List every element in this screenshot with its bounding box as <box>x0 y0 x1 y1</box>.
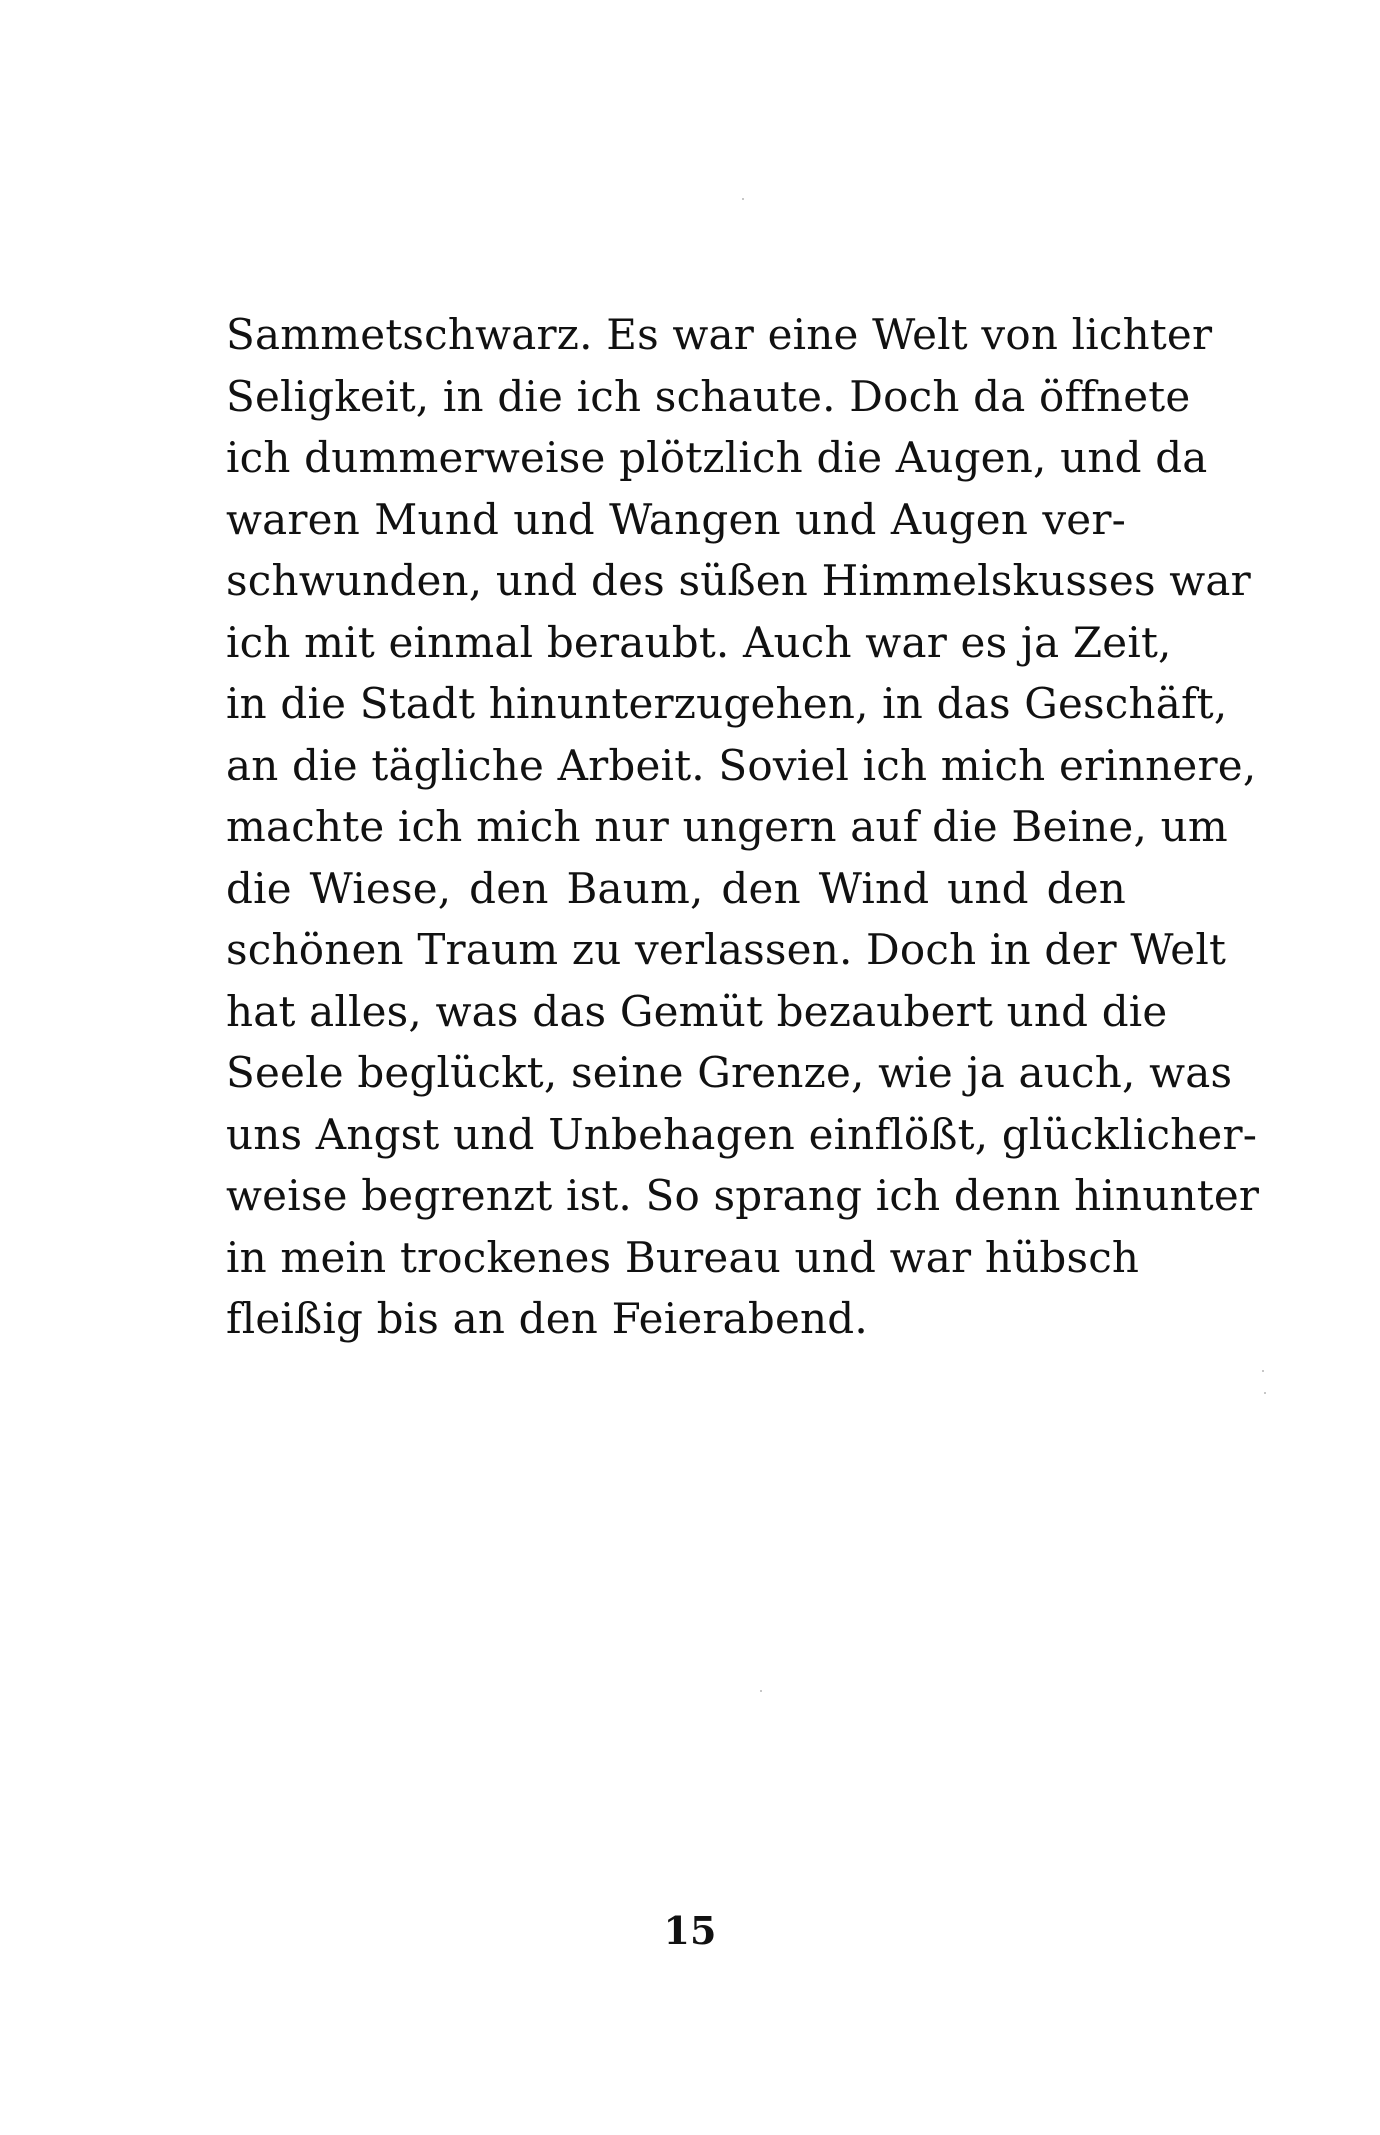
paper-speck <box>1264 1392 1266 1394</box>
text-line: die Wiese, den Baum, den Wind und den <box>226 863 1126 913</box>
text-line: Sammetschwarz. Es war eine Welt von lichter <box>226 310 1213 359</box>
text-line: ich dummerweise plötzlich die Augen, und da <box>226 433 1208 482</box>
paper-speck <box>1262 1370 1264 1372</box>
text-line: uns Angst und Unbehagen einflößt, glücklicher- <box>226 1109 1258 1159</box>
text-line: in die Stadt hinunterzugehen, in das Geschäft, <box>226 679 1228 728</box>
text-line: in mein trockenes Bureau und war hübsch <box>226 1232 1140 1282</box>
text-line: Seligkeit, in die ich schaute. Doch da öffnete <box>226 371 1191 421</box>
text-line: an die tägliche Arbeit. Soviel ich mich erinnere, <box>226 740 1257 790</box>
paper-speck <box>760 1690 762 1692</box>
page-number: 15 <box>663 1908 717 1953</box>
paper-speck <box>742 198 744 200</box>
text-line: ich mit einmal beraubt. Auch war es ja Zeit, <box>226 617 1172 667</box>
body-text <box>226 304 1260 1350</box>
text-line: Seele beglückt, seine Grenze, wie ja auch, was <box>226 1048 1233 1097</box>
text-line: machte ich mich nur ungern auf die Beine, um <box>226 802 1228 851</box>
text-line: waren Mund und Wangen und Augen ver- <box>226 494 1126 544</box>
text-line: hat alles, was das Gemüt bezaubert und die <box>226 986 1168 1036</box>
text-line: weise begrenzt ist. So sprang ich denn hinunter <box>226 1171 1260 1220</box>
text-line-last: fleißig bis an den Feierabend. <box>226 1294 868 1343</box>
text-line: schwunden, und des süßen Himmelskusses war <box>226 556 1251 605</box>
text-line: schönen Traum zu verlassen. Doch in der Welt <box>226 925 1227 974</box>
